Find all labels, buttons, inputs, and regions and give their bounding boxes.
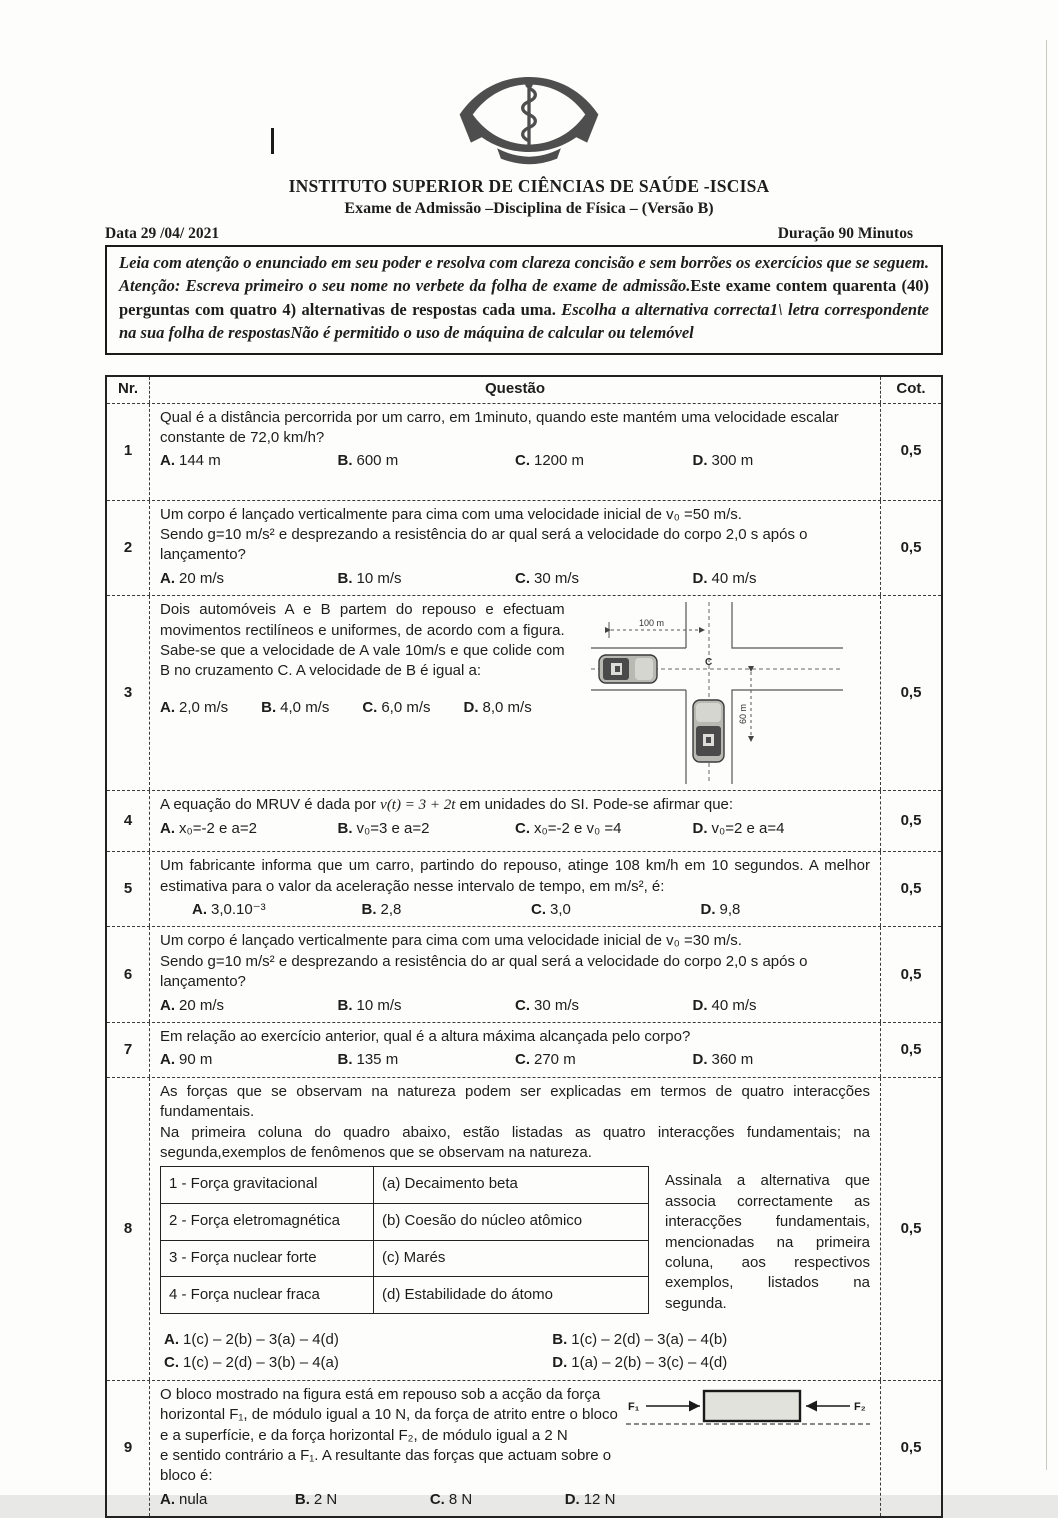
option-a	[192, 900, 362, 920]
option-text: 30 m/s	[534, 996, 580, 1014]
option-letter: A.	[160, 1051, 175, 1069]
equation: v(t) = 3 + 2t	[380, 797, 456, 814]
car-b	[693, 700, 724, 762]
options-row	[160, 451, 870, 471]
options-row	[160, 819, 870, 839]
option-a	[164, 1330, 552, 1350]
option-c	[362, 698, 463, 718]
option-d	[701, 900, 871, 920]
table-row	[161, 1167, 649, 1204]
question-text: O bloco mostrado na figura está em repouso sob a acção da força horizontal F₁, de módulo igual a 10 N, da força de atrito entre o bloco e a superfície, e da força horizontal F₂, de módulo igual a 2 N	[160, 1385, 618, 1444]
option-letter: B.	[294, 1490, 310, 1508]
option-b	[338, 819, 516, 839]
option-letter: B.	[337, 996, 353, 1014]
example-cell: (c) Marés	[374, 1240, 649, 1277]
question-score: 0,5	[900, 1439, 922, 1457]
option-letter: B.	[337, 1051, 353, 1069]
option-letter: B.	[337, 819, 353, 837]
col-header-nr: Nr.	[117, 380, 138, 398]
question-score: 0,5	[900, 684, 922, 702]
table-row	[161, 1240, 649, 1277]
option-d	[464, 698, 565, 718]
question-number: 8	[123, 1219, 133, 1237]
option-letter: A.	[164, 1331, 179, 1349]
f1-label: F₁	[628, 1400, 640, 1413]
option-letter: C.	[515, 1051, 530, 1069]
option-letter: B.	[337, 569, 353, 587]
option-text: 3,0.10⁻³	[211, 901, 266, 919]
option-b	[338, 1050, 516, 1070]
question-row-8	[107, 1077, 941, 1380]
option-letter: A.	[192, 901, 207, 919]
question-number: 9	[123, 1439, 133, 1457]
col-header-question: Questão	[149, 377, 881, 403]
option-text: x₀=-2 e v₀ =4	[534, 819, 622, 837]
option-c	[515, 819, 693, 839]
option-letter: A.	[160, 452, 175, 470]
instructions-text-2: Este exame contem quarenta (40) perguntas com quatro 4) alternativas de respostas cada uma.	[119, 276, 930, 319]
option-d	[693, 569, 871, 589]
question-score: 0,5	[900, 880, 922, 898]
question-text: Qual é a distância percorrida por um carro, em 1minuto, quando este mantém uma velocidade escalar constante de 72,0 km/h?	[160, 408, 839, 447]
question-score: 0,5	[900, 965, 922, 983]
side-instruction: Assinala a alternativa que associa correctamente as interacções fundamentais, mencionadas na primeira coluna, aos respectivos exemplos, listados na segunda.	[665, 1172, 870, 1312]
option-a	[160, 996, 338, 1016]
question-score: 0,5	[900, 812, 922, 830]
question-score: 0,5	[900, 538, 922, 556]
option-text: 1(c) – 2(d) – 3(b) – 4(a)	[183, 1354, 339, 1372]
option-d	[693, 996, 871, 1016]
option-letter: B.	[552, 1331, 568, 1349]
question-text: Um fabricante informa que um carro, partindo do repouso, atinge 108 km/h em 10 segundos. A melhor estimativa para o valor da aceleração nesse intervalo de tempo, em m/s², é:	[160, 857, 870, 895]
force-cell: 2 - Força eletromagnética	[161, 1204, 374, 1241]
options-row	[160, 1050, 870, 1070]
question-row-3	[107, 595, 941, 790]
option-text: 8,0 m/s	[482, 698, 532, 716]
option-text: 1(a) – 2(b) – 3(c) – 4(d)	[571, 1354, 728, 1372]
options-row	[160, 996, 870, 1016]
option-d	[552, 1353, 870, 1373]
question-number: 1	[123, 442, 133, 460]
question-score: 0,5	[900, 1219, 922, 1237]
question-number: 6	[123, 965, 133, 983]
question-row-5	[107, 851, 941, 926]
option-d	[693, 819, 871, 839]
option-c	[430, 1490, 565, 1510]
option-a	[160, 451, 338, 471]
exam-header	[0, 0, 1058, 218]
option-text: v₀=2 e a=4	[711, 819, 785, 837]
option-letter: A.	[160, 569, 175, 587]
option-a	[160, 569, 338, 589]
option-text: 8 N	[448, 1490, 473, 1508]
text-pre: A equação do MRUV é dada por	[160, 796, 381, 814]
option-text: 1200 m	[534, 452, 585, 470]
option-b	[338, 451, 516, 471]
questions-table	[105, 375, 943, 1518]
force-cell: 4 - Força nuclear fraca	[161, 1277, 374, 1314]
options-row	[160, 1490, 700, 1510]
option-letter: D.	[700, 901, 716, 919]
question-score: 0,5	[900, 1040, 922, 1058]
option-text: 20 m/s	[179, 996, 225, 1014]
example-cell: (a) Decaimento beta	[374, 1167, 649, 1204]
question-text: Sendo g=10 m/s² e desprezando a resistência do ar qual será a velocidade do corpo 2,0 s após o lançamento?	[160, 526, 808, 564]
option-letter: D.	[552, 1354, 568, 1372]
exam-date: Data 29 /04/ 2021	[105, 225, 220, 242]
option-text: 40 m/s	[711, 569, 757, 587]
question-row-4	[107, 790, 941, 851]
options-row	[160, 698, 565, 718]
instructions-text-1: Leia com atenção o enunciado em seu poder e resolva com clareza concisão e sem borrões os exercícios que se seguem. Atenção: Escreva primeiro o seu nome no verbete da folha de exame de admissão.	[119, 253, 929, 296]
instructions-text-3: Escolha a alternativa correcta1\ letra correspondente na sua folha de respostas	[119, 299, 930, 343]
option-text: 30 m/s	[534, 569, 580, 587]
option-text: 2,8	[380, 901, 402, 919]
option-letter: B.	[361, 901, 377, 919]
table-row	[161, 1204, 649, 1241]
exam-subtitle: Exame de Admissão –Disciplina de Física – (Versão B)	[344, 200, 714, 217]
option-letter: A.	[160, 698, 175, 716]
options-grid	[160, 1330, 870, 1374]
option-letter: A.	[160, 996, 175, 1014]
option-d	[693, 451, 871, 471]
option-a	[160, 1490, 295, 1510]
option-letter: C.	[515, 569, 530, 587]
option-text: 2 N	[313, 1490, 338, 1508]
option-text: 360 m	[711, 1051, 754, 1069]
option-text: 144 m	[179, 452, 221, 470]
date-duration-row	[105, 225, 943, 243]
question-number: 2	[123, 538, 133, 556]
option-b	[295, 1490, 430, 1510]
question-text: Em relação ao exercício anterior, qual é a altura máxima alcançada pelo corpo?	[160, 1027, 691, 1045]
instructions-text-4: Não é permitido o uso de máquina de calcular ou telemóvel	[290, 323, 694, 343]
col-header-cot: Cot.	[896, 380, 926, 398]
option-letter: C.	[515, 452, 530, 470]
option-letter: D.	[692, 452, 708, 470]
option-letter: C.	[531, 901, 546, 919]
question-row-6	[107, 926, 941, 1022]
option-letter: D.	[692, 996, 708, 1014]
question-number: 4	[123, 812, 133, 830]
option-letter: C.	[362, 698, 378, 716]
option-text: 90 m	[179, 1051, 213, 1069]
option-letter: B.	[337, 452, 353, 470]
option-text: 9,8	[719, 901, 741, 919]
question-text: Um corpo é lançado verticalmente para cima com uma velocidade inicial de v₀ =30 m/s.	[160, 932, 742, 950]
option-text: 40 m/s	[711, 996, 757, 1014]
institute-title: INSTITUTO SUPERIOR DE CIÊNCIAS DE SAÚDE -ISCISA	[288, 176, 770, 196]
option-text: 270 m	[534, 1051, 576, 1069]
question-number: 3	[123, 684, 133, 702]
option-text: 4,0 m/s	[280, 698, 330, 716]
force-cell: 3 - Força nuclear forte	[161, 1240, 374, 1277]
option-text: 10 m/s	[356, 996, 402, 1014]
question-number: 5	[123, 880, 133, 898]
option-c	[164, 1353, 552, 1373]
question-text	[160, 795, 870, 815]
option-d	[693, 1050, 871, 1070]
option-letter: A.	[160, 1490, 175, 1508]
option-letter: B.	[261, 698, 277, 716]
option-letter: D.	[564, 1490, 580, 1508]
text-post: em unidades do SI. Pode-se afirmar que:	[455, 796, 734, 814]
example-cell: (b) Coesão do núcleo atômico	[374, 1204, 649, 1241]
option-letter: D.	[463, 698, 479, 716]
option-c	[515, 996, 693, 1016]
option-a	[160, 1050, 338, 1070]
option-letter: A.	[160, 819, 175, 837]
option-b	[261, 698, 362, 718]
exam-duration: Duração 90 Minutos	[777, 225, 913, 242]
option-b	[338, 569, 516, 589]
options-row	[160, 900, 870, 920]
option-b	[362, 900, 532, 920]
option-text: 3,0	[550, 901, 571, 919]
option-b	[338, 996, 516, 1016]
question-row-9	[107, 1380, 941, 1516]
option-c	[531, 900, 701, 920]
option-letter: D.	[692, 819, 708, 837]
option-letter: C.	[164, 1354, 179, 1372]
f2-label: F₂	[854, 1400, 866, 1413]
option-c	[515, 451, 693, 471]
scan-artifact-mark	[271, 128, 274, 154]
option-text: 10 m/s	[356, 569, 402, 587]
options-row	[160, 569, 870, 589]
option-letter: C.	[515, 996, 530, 1014]
option-text: 6,0 m/s	[381, 698, 431, 716]
option-text: 20 m/s	[179, 569, 225, 587]
option-text: 300 m	[711, 452, 754, 470]
option-text: x₀=-2 e a=2	[179, 819, 257, 837]
junction-c-label: C	[705, 657, 713, 669]
question-intro: Na primeira coluna do quadro abaixo, estão listadas as quatro interacções fundamentais; na segunda,exemplos de fenômenos que se observam na natureza.	[160, 1123, 870, 1161]
option-letter: D.	[692, 1051, 708, 1069]
option-text: 1(c) – 2(d) – 3(a) – 4(b)	[571, 1331, 728, 1349]
option-text: 135 m	[356, 1051, 399, 1069]
question-text: Dois automóveis A e B partem do repouso e efectuam movimentos rectilíneos e uniformes, de acordo com a figura. Sabe-se que a velocidade de A vale 10m/s e que colide com B no cruzamento C. A velocidade de B é igual a:	[160, 601, 565, 680]
option-letter: C.	[429, 1490, 445, 1508]
instructions-box	[105, 245, 943, 355]
question-row-1	[107, 403, 941, 500]
option-a	[160, 698, 261, 718]
force-cell: 1 - Força gravitacional	[161, 1167, 374, 1204]
option-b	[552, 1330, 870, 1350]
option-text: 2,0 m/s	[179, 698, 229, 716]
question-text: Sendo g=10 m/s² e desprezando a resistência do ar qual será a velocidade do corpo 2,0 s após o lançamento?	[160, 952, 808, 991]
question-row-2	[107, 500, 941, 596]
option-text: 1(c) – 2(b) – 3(a) – 4(d)	[183, 1331, 339, 1349]
eye-caduceus-logo-icon	[454, 72, 604, 172]
option-letter: C.	[515, 819, 530, 837]
question-row-7	[107, 1022, 941, 1077]
distance-60m-label: 60 m	[738, 704, 749, 725]
table-header-row	[107, 377, 941, 403]
option-c	[515, 1050, 693, 1070]
option-c	[515, 569, 693, 589]
block-forces-figure	[626, 1385, 870, 1449]
car-a	[599, 655, 657, 683]
option-text: nula	[179, 1490, 208, 1508]
crossroad-figure	[565, 600, 870, 784]
option-text: v₀=3 e a=2	[356, 819, 430, 837]
option-letter: D.	[692, 569, 708, 587]
interactions-match-table	[160, 1166, 649, 1314]
question-intro: As forças que se observam na natureza podem ser explicadas em termos de quatro interacções fundamentais.	[160, 1082, 870, 1121]
option-d	[565, 1490, 700, 1510]
scan-artifact-edge-line	[1046, 40, 1047, 1470]
table-row	[161, 1277, 649, 1314]
option-text: 600 m	[356, 452, 399, 470]
distance-100m-label: 100 m	[639, 618, 665, 629]
question-text: e sentido contrário a F₁. A resultante das forças que actuam sobre o bloco é:	[160, 1447, 612, 1485]
question-text: Um corpo é lançado verticalmente para cima com uma velocidade inicial de v₀ =50 m/s.	[160, 505, 742, 523]
question-score: 0,5	[900, 442, 922, 460]
example-cell: (d) Estabilidade do átomo	[374, 1277, 649, 1314]
option-text: 12 N	[583, 1490, 616, 1508]
question-number: 7	[123, 1040, 133, 1058]
option-a	[160, 819, 338, 839]
